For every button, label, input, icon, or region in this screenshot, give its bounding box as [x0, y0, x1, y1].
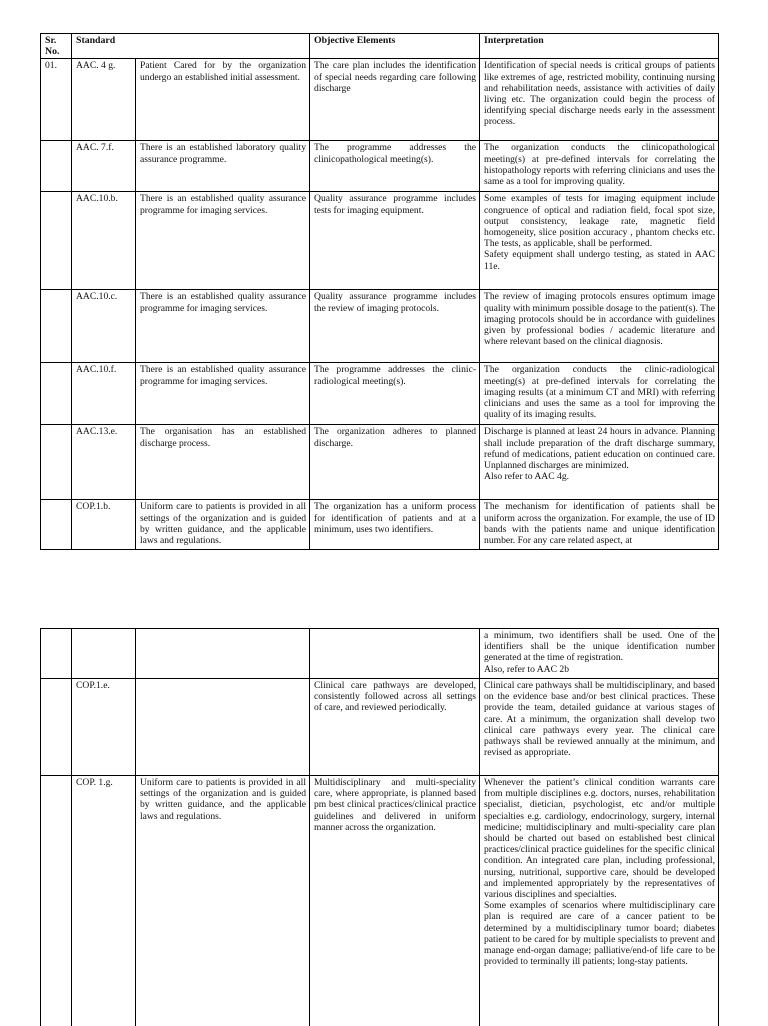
code-cell: COP.1.b.	[72, 500, 136, 550]
sr-cell	[41, 363, 72, 425]
sr-cell	[41, 679, 72, 776]
header-sr-no: Sr. No.	[41, 34, 72, 59]
objective-cell: Multidisciplinary and multi-speciality care, where appropriate, is planned based pm best clinical practices/clinical practice guidelines and delivered in uniform manner across the organization.	[310, 776, 480, 1026]
standard-cell: Uniform care to patients is provided in all settings of the organization and is guided by written guidance, and the applicable laws and regulations.	[136, 776, 310, 1026]
table-row	[41, 192, 719, 290]
objective-cell: Quality assurance programme includes the review of imaging protocols.	[310, 290, 480, 363]
interpretation-cell: Discharge is planned at least 24 hours in advance. Planning shall include preparation of the draft discharge summary, refund of medications, patient education on continued care. Unplanned discharges are minimized. Also refer to AAC 4g.	[480, 425, 719, 500]
table-row	[41, 59, 719, 141]
standards-table-top	[40, 33, 719, 550]
header-objective-elements: Objective Elements	[310, 34, 480, 59]
standard-cell: There is an established quality assurance programme for imaging services.	[136, 192, 310, 290]
table-row	[41, 629, 719, 679]
objective-cell: The care plan includes the identification of special needs regarding care following discharge	[310, 59, 480, 141]
standard-cell: There is an established quality assurance programme for imaging services.	[136, 290, 310, 363]
objective-cell: Clinical care pathways are developed, consistently followed across all settings of care, and reviewed periodically.	[310, 679, 480, 776]
code-cell: AAC. 7.f.	[72, 141, 136, 192]
standard-cell: There is an established laboratory quality assurance programme.	[136, 141, 310, 192]
interpretation-cell: Identification of special needs is critical groups of patients like extremes of age, restricted mobility, continuing nursing and rehabilitation needs, assistance with activities of daily living etc. The organization could begin the process of identifying special discharge needs early in the assessment process.	[480, 59, 719, 141]
sr-cell	[41, 141, 72, 192]
objective-cell	[310, 629, 480, 679]
objective-cell: The organization adheres to planned discharge.	[310, 425, 480, 500]
table-row	[41, 679, 719, 776]
interpretation-cell: Clinical care pathways shall be multidisciplinary, and based on the evidence base and/or best clinical practices. These provide the team, detailed guidance at various stages of care. At a minimum, the organization shall develop two clinical care pathways every year. The clinical care pathways shall be reviewed annually at the minimum, and revised as appropriate.	[480, 679, 719, 776]
interpretation-cell: The organization conducts the clinic-radiological meeting(s) at pre-defined intervals for correlating the imaging results (at a minimum CT and MRI) with referring clinicians and uses the same as a tool for improving the quality of its imaging results.	[480, 363, 719, 425]
interpretation-cell: a minimum, two identifiers shall be used. One of the identifiers shall be the unique identification number generated at the time of registration. Also, refer to AAC 2b	[480, 629, 719, 679]
interpretation-cell: The mechanism for identification of patients shall be uniform across the organization. For example, the use of ID bands with the patients name and unique identification number. For any care related aspect, at	[480, 500, 719, 550]
interpretation-cell: The organization conducts the clinicopathological meeting(s) at pre-defined intervals for correlating the histopathology reports with referring clinicians and uses the same as a tool for improving quality.	[480, 141, 719, 192]
standards-table-bottom	[40, 628, 719, 1026]
code-cell: AAC.13.e.	[72, 425, 136, 500]
table-row	[41, 141, 719, 192]
sr-cell	[41, 776, 72, 1026]
objective-cell: The organization has a uniform process for identification of patients and at a minimum, uses two identifiers.	[310, 500, 480, 550]
header-row	[41, 34, 719, 59]
sr-cell	[41, 425, 72, 500]
code-cell: COP.1.e.	[72, 679, 136, 776]
header-standard: Standard	[72, 34, 310, 59]
sr-cell: 01.	[41, 59, 72, 141]
code-cell: AAC.10.b.	[72, 192, 136, 290]
standard-cell: Uniform care to patients is provided in all settings of the organization and is guided by written guidance, and the applicable laws and regulations.	[136, 500, 310, 550]
header-interpretation: Interpretation	[480, 34, 719, 59]
objective-cell: The programme addresses the clinicopathological meeting(s).	[310, 141, 480, 192]
standard-cell: Patient Cared for by the organization undergo an established initial assessment.	[136, 59, 310, 141]
interpretation-cell: The review of imaging protocols ensures optimum image quality with minimum possible dosage to the patient(s). The imaging protocols should be in accordance with guidelines given by professional bodies / academic literature and where relevant based on the clinical diagnosis.	[480, 290, 719, 363]
interpretation-cell: Some examples of tests for imaging equipment include congruence of optical and radiation field, focal spot size, output consistency, leakage rate, magnetic field homogeneity, slice position accuracy , phantom checks etc. The tests, as applicable, shall be performed. Safety equipment shall undergo testing, as stated in AAC 11e.	[480, 192, 719, 290]
table-row	[41, 290, 719, 363]
standard-cell	[136, 679, 310, 776]
code-cell	[72, 629, 136, 679]
standard-cell: There is an established quality assurance programme for imaging services.	[136, 363, 310, 425]
code-cell: COP. 1.g.	[72, 776, 136, 1026]
code-cell: AAC. 4 g.	[72, 59, 136, 141]
standard-cell	[136, 629, 310, 679]
table-row	[41, 776, 719, 1026]
standard-cell: The organisation has an established discharge process.	[136, 425, 310, 500]
code-cell: AAC.10.f.	[72, 363, 136, 425]
objective-cell: The programme addresses the clinic-radiological meeting(s).	[310, 363, 480, 425]
sr-cell	[41, 192, 72, 290]
table-row	[41, 500, 719, 550]
table-row	[41, 363, 719, 425]
sr-cell	[41, 290, 72, 363]
interpretation-cell: Whenever the patient’s clinical condition warrants care from multiple disciplines e.g. doctors, nurses, rehabilitation specialist, dietician, psychologist, etc and/or multiple specialties e.g. cardiology, endocrinology, surgery, internal medicine; multidisciplinary and multi-speciality care plan should be charted out based on established best clinical practices/clinical practice guidelines for the specific clinical condition. An integrated care plan, including professional, nursing, nutritional, supportive care, should be developed and implemented appropriately by the representatives of various disciplines and specialties. Some examples of scenarios where multidisciplinary care plan is required are care of a cancer patient to be determined by a multidisciplinary tumor board; diabetes patient to be cared for by multiple specialists to prevent and manage end-organ damage; palliative/end-of life care to be provided to terminally ill patients; long-stay patients.	[480, 776, 719, 1026]
code-cell: AAC.10.c.	[72, 290, 136, 363]
sr-cell	[41, 629, 72, 679]
table-row	[41, 425, 719, 500]
objective-cell: Quality assurance programme includes tests for imaging equipment.	[310, 192, 480, 290]
sr-cell	[41, 500, 72, 550]
